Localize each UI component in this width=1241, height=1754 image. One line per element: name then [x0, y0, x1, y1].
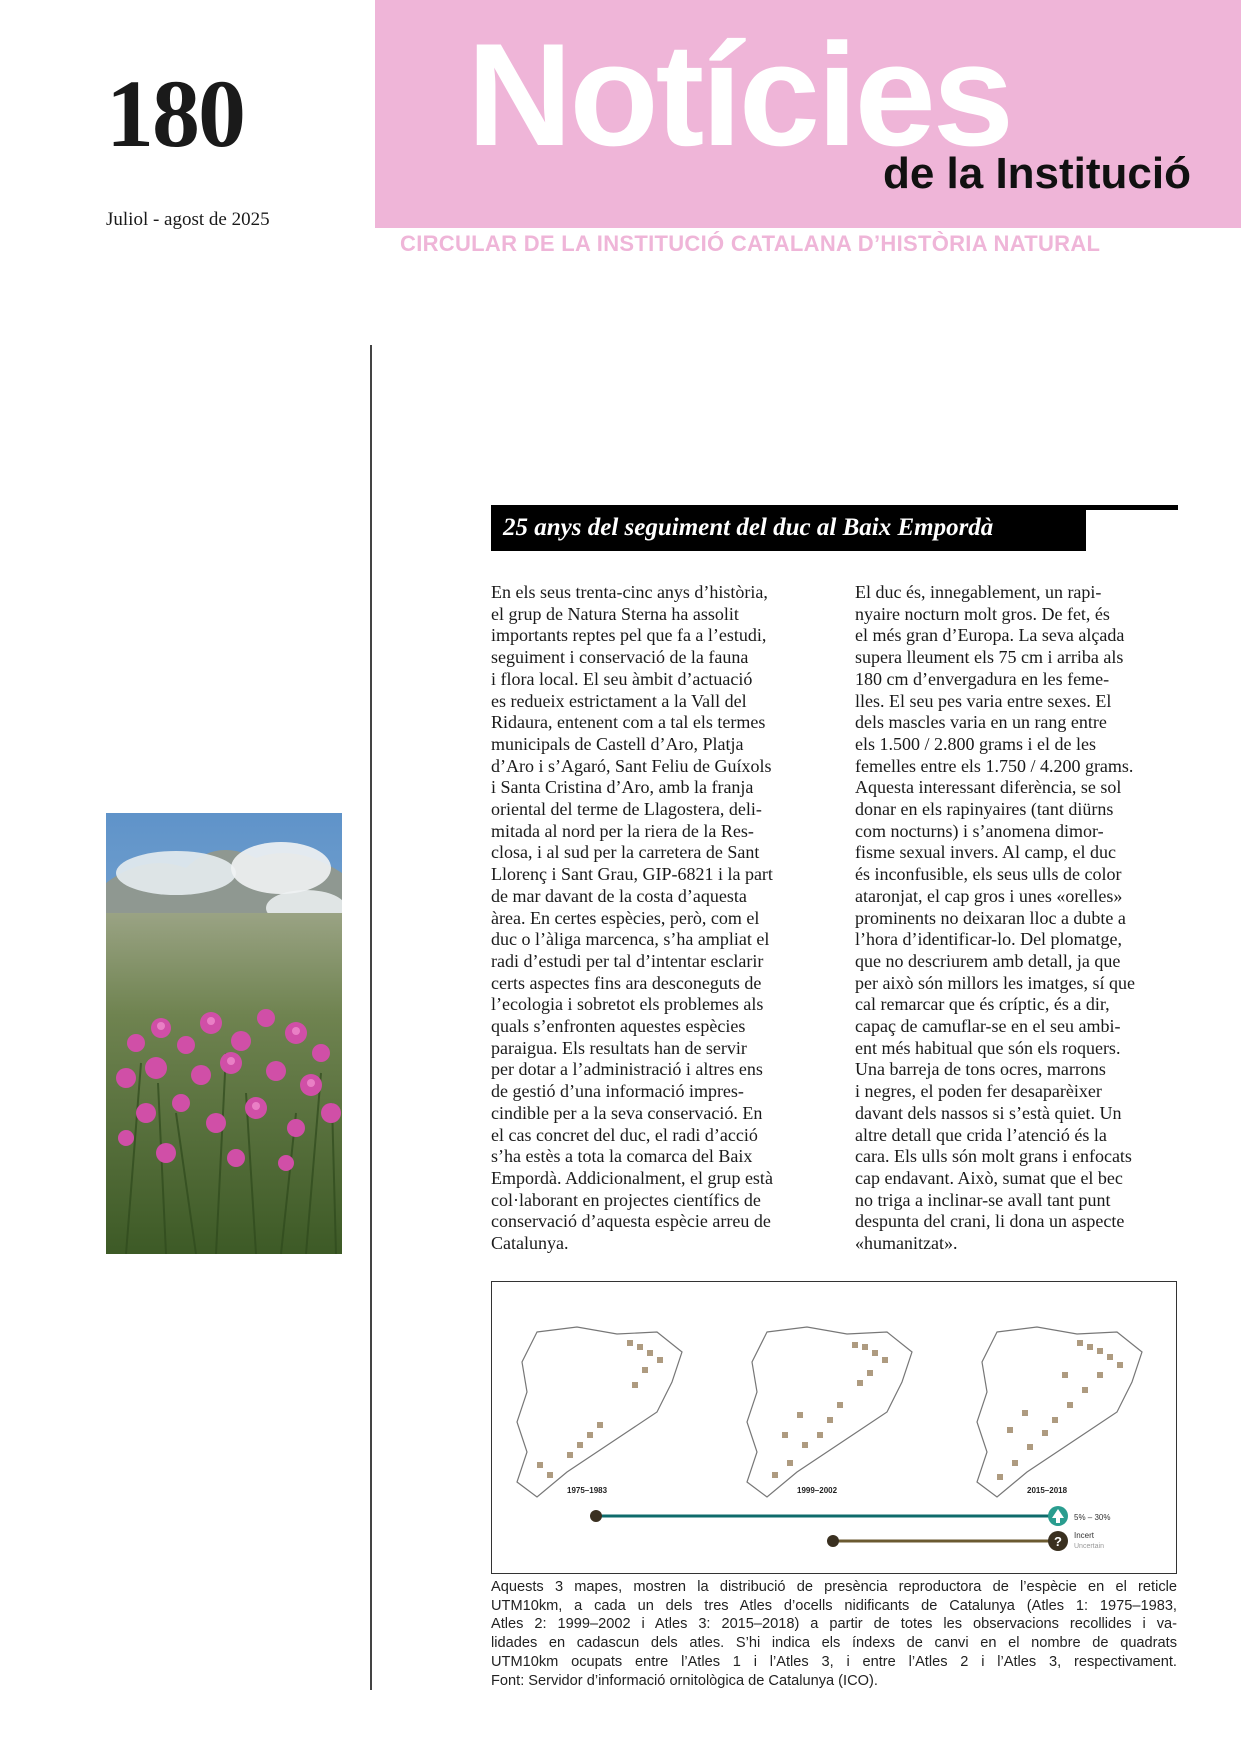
text-line: àrea. En certes espècies, però, com el: [491, 907, 760, 928]
text-line: no triga a inclinar-se avall tant punt: [855, 1189, 1111, 1210]
text-line: Una barreja de tons ocres, marrons: [855, 1059, 1106, 1080]
vertical-divider: [370, 345, 372, 1690]
issue-number: 180: [106, 60, 244, 167]
text-line: En els seus trenta-cinc anys d’història,: [491, 582, 768, 602]
text-line: Font: Servidor d’informació ornitològica de Catalunya (ICO).: [491, 1672, 878, 1689]
text-line: cal remarcar que és críptic, és a dir,: [855, 994, 1110, 1015]
map-label-1: 1975–1983: [567, 1486, 608, 1495]
text-line: altre detall que crida l’atenció és la: [855, 1124, 1107, 1145]
text-line: duc o l’àliga marcenca, s’ha ampliat el: [491, 929, 770, 950]
text-line: oriental del terme de Llagostera, deli-: [491, 799, 762, 820]
text-line: l’ecologia i sobretot els problemes als: [491, 994, 764, 1015]
text-line: prominents no deixaran lloc a dubte a: [855, 907, 1126, 928]
text-line: Empordà. Addicionalment, el grup està: [491, 1167, 773, 1188]
article-headline: 25 anys del seguiment del duc al Baix Empordà: [491, 505, 1086, 551]
text-line: importants reptes pel que fa a l’estudi,: [491, 625, 767, 646]
text-line: per dotar a l’administració i altres ens: [491, 1059, 763, 1080]
text-line: i Santa Cristina d’Aro, amb la franja: [491, 777, 754, 798]
text-line: cara. Els ulls són molt grans i enfocats: [855, 1146, 1132, 1167]
text-line: és inconfusible, els seus ulls de color: [855, 864, 1122, 885]
text-line: nyaire nocturn molt gros. De fet, és: [855, 603, 1110, 624]
text-line: capaç de camuflar-se en el seu ambi-: [855, 1016, 1121, 1037]
text-line: de mar davant de la costa d’aquesta: [491, 885, 747, 906]
text-line: certs aspectes fins ara desconeguts de: [491, 972, 762, 993]
text-line: l’hora d’identificar-lo. Del plomatge,: [855, 929, 1123, 950]
text-line: fisme sexual invers. Al camp, el duc: [855, 842, 1116, 863]
text-line: Aquests 3 mapes, mostren la distribució de presència reproductora de l’espècie en el reticle: [491, 1579, 1177, 1595]
masthead-subtitle: de la Institució: [882, 149, 1191, 198]
text-line: seguiment i conservació de la fauna: [491, 647, 749, 668]
text-line: UTM10km, a cada un dels tres Atles d’ocells nidificants de Catalunya (Atles 1: 1975–1983,: [491, 1597, 1177, 1614]
text-line: el cas concret del duc, el radi d’acció: [491, 1124, 758, 1145]
text-line: Aquesta interessant diferència, se sol: [855, 777, 1122, 798]
issue-date: Juliol - agost de 2025: [106, 209, 270, 230]
text-line: supera lleument els 75 cm i arriba als: [855, 647, 1124, 668]
map-label-3: 2015–2018: [1027, 1486, 1068, 1495]
change-line-atlas-1-3: [590, 1506, 1068, 1526]
text-line: 180 cm d’envergadura en les feme-: [855, 668, 1110, 689]
text-line: despunta del crani, li dona un aspecte: [855, 1211, 1125, 1232]
figure-caption: [491, 1578, 1177, 1690]
legend-uncertain-label: Incert: [1074, 1531, 1095, 1540]
map-catalonia-2: [747, 1327, 912, 1497]
text-line: lles. El seu pes varia entre sexes. El: [855, 690, 1112, 711]
text-line: «humanitzat».: [855, 1233, 958, 1254]
masthead: [375, 0, 1241, 228]
text-line: cap endavant. Això, sumat que el bec: [855, 1167, 1123, 1188]
text-line: i negres, el poden fer desaparèixer: [855, 1081, 1102, 1102]
text-line: el grup de Natura Sterna ha assolit: [491, 603, 739, 624]
map-catalonia-1: [517, 1327, 682, 1497]
change-line-atlas-2-3: [827, 1531, 1068, 1551]
text-line: municipals de Castell d’Aro, Platja: [491, 733, 744, 754]
text-line: Ridaura, entenent com a tal els termes: [491, 712, 766, 733]
masthead-title: Notícies: [467, 13, 1011, 176]
text-line: UTM10km ocupats entre l’Atles 1 i l’Atles 3, i entre l’Atles 2 i l’Atles 3, respectivament.: [491, 1653, 1177, 1670]
text-line: closa, i al sud per la carretera de Sant: [491, 842, 760, 863]
article-column-left: [491, 582, 773, 1255]
text-line: donar en els rapinyaires (tant diürns: [855, 799, 1114, 820]
map-label-2: 1999–2002: [797, 1486, 838, 1495]
text-line: quals s’enfronten aquestes espècies: [491, 1016, 746, 1037]
legend-up-label: 5% – 30%: [1074, 1513, 1111, 1522]
text-line: el més gran d’Europa. La seva alçada: [855, 625, 1125, 646]
text-line: davant dels nassos si s’està quiet. Un: [855, 1102, 1122, 1123]
text-line: paraigua. Els resultats han de servir: [491, 1037, 747, 1058]
text-line: ataronjat, el cap gros i unes «orelles»: [855, 885, 1123, 906]
circular-tagline: CIRCULAR DE LA INSTITUCIÓ CATALANA D’HISTÒRIA NATURAL: [400, 231, 1101, 256]
question-mark-icon: ?: [1054, 1534, 1062, 1549]
text-line: femelles entre els 1.750 / 4.200 grams.: [855, 755, 1134, 776]
text-line: que no descriurem amb detall, ja que: [855, 950, 1121, 971]
text-line: col·laborant en projectes científics de: [491, 1189, 761, 1210]
text-line: conservació d’aquesta espècie arreu de: [491, 1211, 771, 1232]
text-line: Atles 2: 1999–2002 i Atles 3: 2015–2018) a partir de totes les observacions recollides i va-: [491, 1616, 1177, 1633]
text-line: cindible per a la seva conservació. En: [491, 1102, 763, 1123]
text-line: com nocturns) i s’anomena dimor-: [855, 820, 1104, 841]
text-line: i flora local. El seu àmbit d’actuació: [491, 668, 753, 689]
text-line: de gestió d’una informació impres-: [491, 1081, 744, 1102]
text-line: Llorenç i Sant Grau, GIP-6821 i la part: [491, 864, 773, 885]
text-line: els 1.500 / 2.800 grams i el de les: [855, 733, 1096, 754]
text-line: per això són millors les imatges, sí que: [855, 972, 1135, 993]
text-line: s’ha estès a tota la comarca del Baix: [491, 1146, 753, 1167]
article-column-right: [855, 582, 1135, 1255]
text-line: El duc és, innegablement, un rapi-: [855, 582, 1102, 602]
legend-uncertain-sublabel: Uncertain: [1074, 1543, 1104, 1550]
text-line: radi d’estudi per tal d’intentar esclarir: [491, 950, 764, 971]
text-line: ent més habitual que són els roquers.: [855, 1037, 1121, 1058]
text-line: mitada al nord per la riera de la Res-: [491, 820, 754, 841]
atlas-maps-figure: [491, 1281, 1177, 1574]
text-line: dels mascles varia en un rang entre: [855, 712, 1107, 733]
text-line: d’Aro i s’Agaró, Sant Feliu de Guíxols: [491, 755, 772, 776]
text-line: lidades en cadascun dels atles. S’hi indica els índexs de canvi en el nombre de quadrats: [491, 1635, 1177, 1652]
flower-photo: [106, 813, 342, 1254]
map-catalonia-3: [977, 1327, 1142, 1497]
text-line: Catalunya.: [491, 1233, 569, 1254]
text-line: es redueix estrictament a la Vall del: [491, 690, 747, 711]
